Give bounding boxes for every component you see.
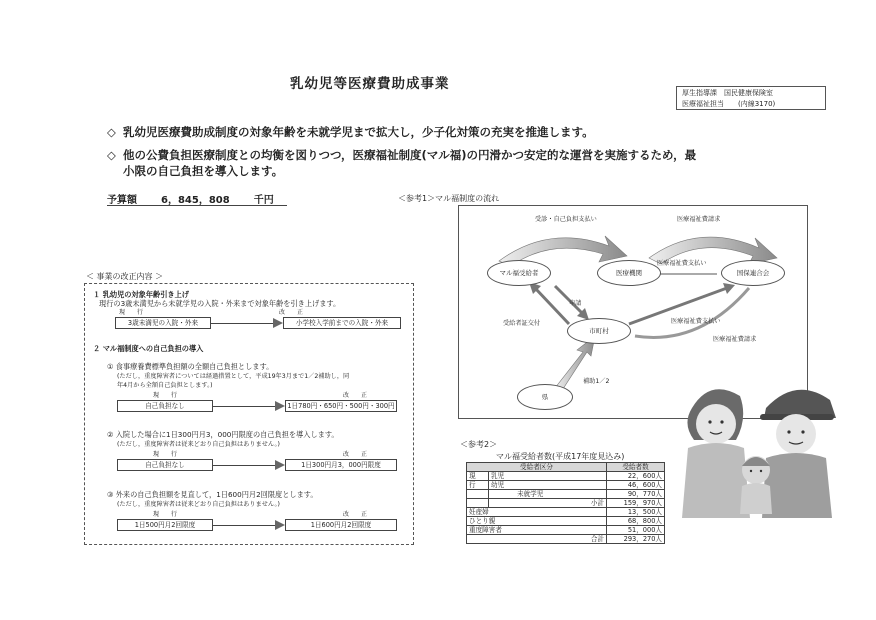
table-row: 未就学児 90，770人	[467, 490, 665, 499]
i2-current-box: 自己負担なし	[117, 459, 213, 471]
i3-col-labels: 現 行 改 正	[153, 511, 368, 518]
mother-face	[696, 404, 736, 444]
i2-title: ② 入院した場合に1日300円月3，000円限度の自己負担を導入します。	[107, 430, 339, 439]
i1-title: ① 食事療養費標準負担額の全額自己負担とします。	[107, 362, 274, 371]
table-row: 妊産婦 13，500人	[467, 508, 665, 517]
bullet-1: ◇ 乳幼児医療費助成制度の対象年齢を未就学児まで拡大し，少子化対策の充実を推進します。	[107, 125, 594, 139]
s2-title: ２ マル福制度への自己負担の導入	[93, 344, 204, 353]
i2-col-labels: 現 行 改 正	[153, 451, 368, 458]
label-apply: 申請	[569, 300, 582, 307]
i1-current-box: 自己負担なし	[117, 400, 213, 412]
node-recipient: マル福受給者	[487, 260, 551, 286]
ref1-heading: ＜参考1＞マル福制度の流れ	[398, 194, 500, 203]
budget	[107, 191, 298, 206]
label-issue: 受給者証交付	[503, 320, 541, 327]
table-row: 重度障害者 51，000人	[467, 526, 665, 535]
budget-amount: 6，845，808	[161, 195, 230, 206]
table-row: ひとり親 68，800人	[467, 517, 665, 526]
reform-box	[84, 283, 414, 545]
department-line-2: 医療福祉担当 (内線3170)	[682, 100, 776, 108]
table-row: 小計 159，970人	[467, 499, 665, 508]
department-box	[676, 86, 826, 110]
i3-note: (ただし，重度障害者は従来どおり自己負担はありません。)	[117, 501, 280, 508]
ref2-title: マル福受給者数(平成17年度見込み)	[496, 452, 625, 461]
father-cap	[764, 390, 836, 418]
diamond-icon: ◇	[107, 148, 116, 162]
i1-compare	[117, 400, 397, 412]
budget-label: 予算額	[107, 195, 137, 206]
page-title: 乳幼児等医療費助成事業	[290, 76, 450, 92]
budget-unit: 千円	[253, 195, 274, 206]
diamond-icon: ◇	[107, 125, 116, 139]
ref2-heading: ＜参考2＞	[460, 440, 498, 449]
reform-heading: ＜ 事業の改正内容 ＞	[86, 272, 164, 281]
table-row: 行 幼児 46，600人	[467, 481, 665, 490]
i3-revised-box: 1日600円月2回限度	[285, 519, 397, 531]
father-body	[762, 453, 832, 518]
node-federation: 国保連合会	[721, 260, 785, 286]
s1-current-box: 3歳未満児の入院・外来	[115, 317, 211, 329]
i1-col-labels: 現 行 改 正	[153, 392, 368, 399]
i1-note-2: 年4月から全額自己負担とします。)	[117, 382, 213, 389]
department-line-1: 厚生指導課 国民健康保険室	[682, 89, 773, 97]
table-row: 現 乳児 22，600人	[467, 472, 665, 481]
bullet-2-cont: 小限の自己負担を導入します。	[123, 164, 284, 178]
arrow-right-icon	[273, 318, 283, 328]
node-prefecture: 県	[517, 384, 573, 410]
s1-desc: 現行の3歳未満児から未就学児の入院・外来まで対象年齢を引き上げます。	[99, 299, 341, 308]
father-face	[776, 414, 816, 454]
label-pay1: 医療福祉費支払い	[657, 260, 707, 267]
label-subsidy: 補助1／2	[583, 378, 610, 385]
i2-revised-box: 1日300円月3，000円限度	[285, 459, 397, 471]
i2-note: (ただし，重度障害者は従来どおり自己負担はありません。)	[117, 441, 280, 448]
s1-revised-box: 小学校入学前までの入院・外来	[283, 317, 401, 329]
child-body	[740, 483, 772, 514]
table-header-count: 受給者数	[607, 463, 665, 472]
i2-compare	[117, 459, 397, 471]
table-row: 合計 293，270人	[467, 535, 665, 544]
i1-revised-box: 1日780円・650円・500円・300円	[285, 400, 397, 412]
i1-note-1: (ただし，重度障害者については経過措置として，平成19年3月まで1／2補助し，同	[117, 373, 350, 380]
arrow-right-icon	[275, 460, 285, 470]
label-claim1: 医療福祉費請求	[677, 216, 721, 223]
table-header-row	[467, 463, 665, 472]
connector-line	[213, 465, 275, 466]
label-claim2: 医療福祉費請求	[713, 336, 757, 343]
label-consult: 受診・自己負担支払い	[535, 216, 597, 223]
i3-current-box: 1日500円月2回限度	[117, 519, 213, 531]
connector-line	[213, 525, 275, 526]
s1-col-labels: 現 行 改 正	[119, 309, 304, 316]
s1-title: １ 乳幼児の対象年齢引き上げ	[93, 290, 189, 299]
connector-line	[211, 323, 273, 324]
connector-line	[213, 406, 275, 407]
arrow-right-icon	[275, 520, 285, 530]
flow-arrow-claim2	[635, 288, 749, 337]
node-medical: 医療機関	[597, 260, 661, 286]
mother-body	[682, 443, 750, 518]
budget-underline	[107, 205, 287, 206]
node-municipality: 市町村	[567, 318, 631, 344]
bullet-2: ◇ 他の公費負担医療制度との均衡を図りつつ，医療福祉制度(マル福)の円滑かつ安定的な運営を実施するため，最	[107, 148, 697, 162]
arrow-right-icon	[275, 401, 285, 411]
label-pay2: 医療福祉費支払い	[671, 318, 721, 325]
i3-compare	[117, 519, 397, 531]
family-illustration	[670, 378, 840, 526]
table-header-category: 受給者区分	[467, 463, 607, 472]
s1-compare	[115, 317, 401, 329]
i3-title: ③ 外来の自己負担額を見直して，1日600円月2回限度とします。	[107, 490, 318, 499]
recipients-table	[466, 462, 665, 544]
